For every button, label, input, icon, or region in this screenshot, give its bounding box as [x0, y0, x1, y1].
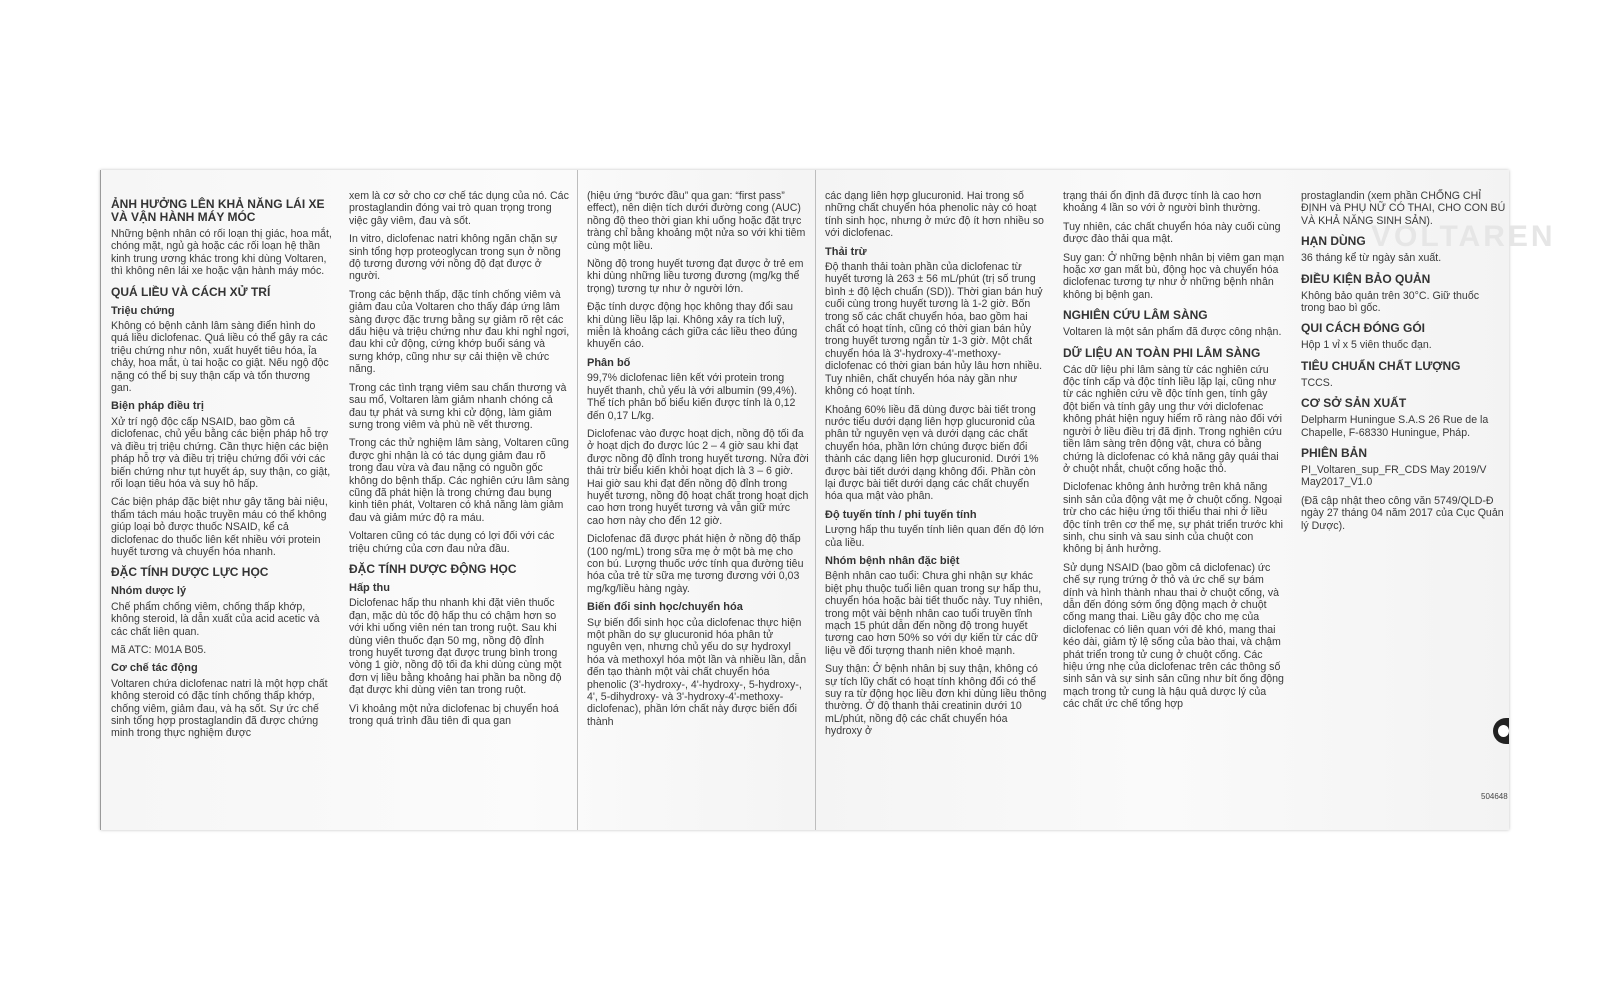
column-1 — [111, 190, 333, 746]
section-heading: QUI CÁCH ĐÓNG GÓI — [1301, 321, 1426, 336]
paragraph: (Đã cập nhật theo công văn 5749/QLD-Đ ngày 27 tháng 04 năm 2017 của Cục Quản lý Dược). — [1301, 494, 1504, 532]
paragraph: Diclofenac hấp thu nhanh khi đặt viên thuốc đạn, mặc dù tốc độ hấp thu có chậm hơn so với khi uống viên nén tan trong ruột. Sau khi dùng viên thuốc đạn 50 mg, nồng độ đỉnh trong huyết tương đạt được trung bình trong vòng 1 giờ, nồng độ tối đa khi dùng cùng một đơn vị liều bằng khoảng hai phần ba nồng độ đạt được khi dùng viên tan trong ruột. — [349, 597, 562, 697]
section-heading: ĐIỀU KIỆN BẢO QUẢN — [1301, 271, 1431, 286]
paragraph: Hộp 1 vỉ x 5 viên thuốc đạn. — [1301, 339, 1432, 352]
paragraph: Đặc tính dược động học không thay đổi sau khi dùng liều lặp lại. Không xảy ra tích luỹ, miễn là khoảng cách giữa các liều theo đúng khuyến cáo. — [587, 301, 798, 351]
section-heading: Cơ chế tác động — [111, 662, 198, 675]
paragraph: PI_Voltaren_sup_FR_CDS May 2019/V May2017_V1.0 — [1301, 464, 1487, 489]
paragraph: Mã ATC: M01A B05. — [111, 643, 207, 656]
column-6 — [1301, 190, 1506, 538]
paragraph: Diclofenac đã được phát hiện ở nồng độ thấp (100 ng/mL) trong sữa mẹ ở một bà mẹ cho con bú. Lượng thuốc ước tính qua đường tiêu hóa của trẻ từ sữa mẹ tương đương với 0,03 mg/kg/liều hàng ngày. — [587, 533, 804, 595]
section-heading: Biến đổi sinh học/chuyển hóa — [587, 601, 743, 614]
column-5 — [1063, 190, 1285, 717]
paragraph: trạng thái ổn định đã được tính là cao hơn khoảng 4 lần so với ở người bình thường. — [1063, 190, 1262, 215]
section-heading: QUÁ LIỀU VÀ CÁCH XỬ TRÍ — [111, 284, 271, 299]
section-heading: ẢNH HƯỞNG LÊN KHẢ NĂNG LÁI XE VÀ VẬN HÀNH MÁY MÓC — [111, 197, 325, 224]
column-3 — [587, 190, 809, 734]
paragraph: Lượng hấp thu tuyến tính liên quan đến độ lớn của liều. — [825, 524, 1044, 549]
paragraph: xem là cơ sở cho cơ chế tác dụng của nó. Các prostaglandin đóng vai trò quan trọng trong việc gây viêm, đau và sốt. — [349, 190, 569, 227]
paragraph: Những bệnh nhân có rối loạn thị giác, hoa mắt, chóng mặt, ngủ gà hoặc các rối loạn hệ thần kinh trung ương khác trong khi dùng Voltaren, thì không nên lái xe hoặc vận hành máy móc. — [111, 228, 332, 278]
fold-line — [577, 170, 578, 830]
paragraph: Độ thanh thải toàn phần của diclofenac từ huyết tương là 263 ± 56 mL/phút (trị số trung bình ± độ lệch chuẩn (SD)). Thời gian bán huỷ cuối cùng trong huyết tương là 1-2 giờ. Bốn trong số các chất chuyển hóa, bao gồm hai chất có hoạt tính, cũng có thời gian bán hủy trong huyết tương ngắn từ 1-3 giờ. Một chất chuyển hóa là 3'-hydroxy-4'-methoxy-diclofenac có thời gian bán hủy lâu hơn nhiều. Tuy nhiên, chất chuyển hóa này gần như không có hoạt tính. — [825, 261, 1043, 398]
section-heading: TIÊU CHUẨN CHẤT LƯỢNG — [1301, 358, 1461, 373]
section-heading: Thải trừ — [825, 245, 867, 258]
paragraph: Các dữ liệu phi lâm sàng từ các nghiên cứu độc tính cấp và độc tính liều lặp lại, cũng như từ các nghiên cứu về độc tính gen, tính gây đột biến và tính gây ung thư với diclofenac không phát hiện nguy hiểm rõ ràng nào đối với người ở liều điều trị đã định. Trong nghiên cứu tiền lâm sàng trên động vật, chưa có bằng chứng là diclofenac có khả năng gây quái thai ở chuột nhắt, chuột cống hoặc thỏ. — [1063, 363, 1282, 475]
reference-code: 504648 — [1481, 792, 1508, 801]
paragraph: Chế phẩm chống viêm, chống thấp khớp, không steroid, là dẫn xuất của acid acetic và các chất liên quan. — [111, 600, 320, 638]
paragraph: Vì khoảng một nửa diclofenac bị chuyển hoá trong quá trình đầu tiên đi qua gan — [349, 702, 559, 728]
paragraph: Trong các bệnh thấp, đặc tính chống viêm và giảm đau của Voltaren cho thấy đáp ứng lâm sàng được đặc trưng bằng sự giảm rõ rệt các dấu hiệu và triệu chứng như đau khi nghỉ ngơi, đau khi cử động, cứng khớp buổi sáng và sưng khớp, cũng như sự cải thiện về chức năng. — [349, 288, 570, 376]
paragraph: Xử trí ngộ độc cấp NSAID, bao gồm cả diclofenac, chủ yếu bằng các biện pháp hỗ trợ và điều trị triệu chứng. Cần thực hiện các biện pháp hỗ trợ và điều trị triệu chứng đối với các biến chứng như tụt huyết áp, suy thận, co giật, rối loạn tiêu hóa và suy hô hấp. — [111, 415, 331, 490]
registration-mark-icon — [1493, 718, 1509, 744]
paragraph: Sự biến đổi sinh học của diclofenac thực hiện một phần do sự glucuronid hóa phân tử nguyên vẹn, nhưng chủ yếu do sự hydroxyl hóa và methoxyl hóa một lần và nhiều lần, dẫn đến tạo thành một vài chất chuyển hóa phenolic (3'-hydroxy-, 4'-hydroxy-, 5-hydroxy-, 4', 5-dihydroxy- và 3'-hydroxy-4'-methoxy-diclofenac), phần lớn chất này được biến đổi thành — [587, 616, 807, 728]
paragraph: In vitro, diclofenac natri không ngăn chặn sự sinh tổng hợp proteoglycan trong sụn ở nồng độ tương đương với nồng độ đạt được ở người. — [349, 233, 561, 283]
section-heading: ĐẶC TÍNH DƯỢC LỰC HỌC — [111, 565, 269, 580]
section-heading: Triệu chứng — [111, 304, 175, 317]
section-heading: ĐẶC TÍNH DƯỢC ĐỘNG HỌC — [349, 561, 517, 576]
leaflet-sheet — [100, 170, 1556, 830]
section-heading: HẠN DÙNG — [1301, 234, 1366, 249]
paragraph: Voltaren cũng có tác dụng có lợi đối với các triệu chứng của cơn đau nửa đầu. — [349, 530, 555, 555]
paragraph: Không bảo quản trên 30°C. Giữ thuốc trong bao bì gốc. — [1301, 289, 1480, 315]
paragraph: Delpharm Huningue S.A.S 26 Rue de la Chapelle, F-68330 Huningue, Pháp. — [1301, 414, 1489, 439]
paragraph: Các biện pháp đặc biệt như gây tăng bài niệu, thẩm tách máu hoặc truyền máu có thể không giúp loại bỏ được thuốc NSAID, kể cả diclofenac do thuốc liên kết nhiều với protein huyết tương và chuyển hóa nhanh. — [111, 496, 328, 558]
section-heading: DỮ LIỆU AN TOÀN PHI LÂM SÀNG — [1063, 345, 1261, 360]
fold-line — [815, 170, 816, 830]
paragraph: các dạng liên hợp glucuronid. Hai trong số những chất chuyển hóa phenolic này có hoạt tính sinh học, nhưng ở mức độ ít hơn nhiều so với diclofenac. — [825, 190, 1044, 240]
voltaren-watermark: VOLTAREN — [1371, 220, 1556, 253]
paragraph: Không có bệnh cảnh lâm sàng điển hình do quá liều diclofenac. Quá liều có thể gây ra các triệu chứng như nôn, xuất huyết tiêu hóa, ỉa chảy, hoa mắt, ù tai hoặc co giật. Nếu ngộ độc nặng có thể bị suy thận cấp và tổn thương gan. — [111, 320, 329, 395]
paragraph: (hiệu ứng “bước đầu” qua gan: “first pass” effect), nên diện tích dưới đường cong (AUC) nồng độ theo thời gian khi uống hoặc đặt trực tràng chỉ bằng khoảng một nửa so với khi tiêm cùng một liều. — [587, 190, 806, 252]
paragraph: TCCS. — [1301, 376, 1333, 389]
paragraph: 36 tháng kể từ ngày sản xuất. — [1301, 252, 1442, 265]
section-heading: Biện pháp điều trị — [111, 400, 204, 413]
section-heading: CƠ SỞ SẢN XUẤT — [1301, 396, 1407, 411]
section-heading: Độ tuyến tính / phi tuyến tính — [825, 508, 977, 521]
paragraph: Trong các tình trạng viêm sau chấn thương và sau mổ, Voltaren làm giảm nhanh chóng cả đau tự phát và sưng khi cử động, làm giảm sưng trong viêm và phù nề vết thương. — [349, 381, 567, 431]
paragraph: Trong các thử nghiệm lâm sàng, Voltaren cũng được ghi nhận là có tác dụng giảm đau rõ trong đau vừa và đau nặng có nguồn gốc không do bệnh thấp. Các nghiên cứu lâm sàng cũng đã phát hiện là trong chứng đau bụng kinh tiên phát, Voltaren có khả năng làm giảm đau và giảm mức độ ra máu. — [349, 437, 570, 524]
paragraph: Nồng độ trong huyết tương đạt được ở trẻ em khi dùng những liều tương đương (mg/kg thể trọng) tương tự như ở người lớn. — [587, 258, 804, 295]
section-heading: Nhóm bệnh nhân đặc biệt — [825, 554, 960, 567]
paragraph: Sử dụng NSAID (bao gồm cả diclofenac) ức chế sự rụng trứng ở thỏ và ức chế sự bám dính và hình thành nhau thai ở chuột cống, và dẫn đến đóng sớm ống động mạch ở chuột cống mang thai. Liều gây độc cho mẹ của diclofenac có liên quan với đẻ khó, mang thai kéo dài, giảm tỷ lệ sống của bào thai, và chậm phát triển trong tử cung ở chuột cống. Các hiệu ứng nhẹ của diclofenac trên các thông số sinh sản và sự sinh sản cũng như bít ống động mạch trong tử cung là hậu quả dược lý của các chất ức chế tổng hợp — [1063, 561, 1284, 711]
paragraph: Suy thận: Ở bệnh nhân bị suy thận, không có sự tích lũy chất có hoạt tính không đổi có thể suy ra từ động học liều đơn khi dùng liều thông thường. Ở độ thanh thải creatinin dưới 10 mL/phút, nồng độ các chất chuyển hóa hydroxy ở — [825, 663, 1047, 738]
paragraph: Bệnh nhân cao tuổi: Chưa ghi nhận sự khác biệt phụ thuộc tuổi liên quan trong sự hấp thu, chuyển hóa hoặc bài tiết thuốc này. Tuy nhiên, trong một vài bệnh nhân cao tuổi truyền tĩnh mạch 15 phút dẫn đến nồng độ trong huyết tương cao hơn 50% so với dự kiến từ các dữ liệu về đối tượng thanh niên khoẻ mạnh. — [825, 570, 1043, 657]
paragraph: Diclofenac không ảnh hưởng trên khả năng sinh sản của động vật mẹ ở chuột cống. Ngoại trừ cho các hiệu ứng tối thiểu thai nhi ở liều độc tính trên cơ thể mẹ, sự phát triển trước khi sinh, chu sinh và sau sinh của chuột con không bị ảnh hưởng. — [1063, 481, 1284, 556]
paragraph: prostaglandin (xem phần CHỐNG CHỈ ĐỊNH và PHỤ NỮ CÓ THAI, CHO CON BÚ VÀ KHẢ NĂNG SINH SẢN). — [1301, 190, 1506, 227]
section-heading: Hấp thu — [349, 581, 390, 594]
column-2 — [349, 190, 571, 733]
paragraph: Voltaren là một sản phẩm đã được công nhận. — [1063, 326, 1282, 339]
paragraph: Suy gan: Ở những bệnh nhân bị viêm gan mạn hoặc xơ gan mất bù, động học và chuyển hóa diclofenac tương tự như ở những bệnh nhân không bị bệnh gan. — [1063, 251, 1285, 301]
paragraph: Tuy nhiên, các chất chuyển hóa này cuối cùng được đào thải qua mật. — [1063, 220, 1281, 246]
paragraph: Khoảng 60% liều đã dùng được bài tiết trong nước tiểu dưới dạng liên hợp glucuronid của phân tử nguyên vẹn và dưới dạng các chất chuyển hóa, phần lớn chúng được biến đổi thành các dạng liên hợp glucuronid. Dưới 1% được bài tiết dưới dạng không đổi. Phần còn lại được bài tiết dưới dạng các chất chuyển hóa qua mật vào phân. — [825, 403, 1039, 503]
section-heading: Phân bố — [587, 356, 631, 369]
paragraph: Voltaren chứa diclofenac natri là một hợp chất không steroid có đặc tính chống thấp khớp, chống viêm, giảm đau, và hạ sốt. Sự ức chế sinh tổng hợp prostaglandin đã được chứng minh trong thực nghiệm được — [111, 677, 328, 740]
section-heading: Nhóm dược lý — [111, 585, 187, 598]
paragraph: 99,7% diclofenac liên kết với protein trong huyết thanh, chủ yếu là với albumin (99,4%). Thể tích phân bố biểu kiến được tính là 0,12 đến 0,17 L/kg. — [587, 372, 798, 422]
paragraph: Diclofenac vào được hoạt dịch, nồng độ tối đa ở hoạt dịch đo được lúc 2 – 4 giờ sau khi đạt được nồng độ đỉnh trong huyết tương. Nửa đời thải trừ biểu kiến khỏi hoạt dịch là 3 – 6 giờ. Hai giờ sau khi đạt đến nồng độ đỉnh trong huyết tương, nồng độ hoạt chất trong hoạt dịch cao hơn trong huyết tương và vẫn giữ mức cao hơn này cho đến 12 giờ. — [587, 427, 809, 527]
section-heading: PHIÊN BẢN — [1301, 446, 1368, 461]
section-heading: NGHIÊN CỨU LÂM SÀNG — [1063, 308, 1208, 323]
column-4 — [825, 190, 1047, 744]
